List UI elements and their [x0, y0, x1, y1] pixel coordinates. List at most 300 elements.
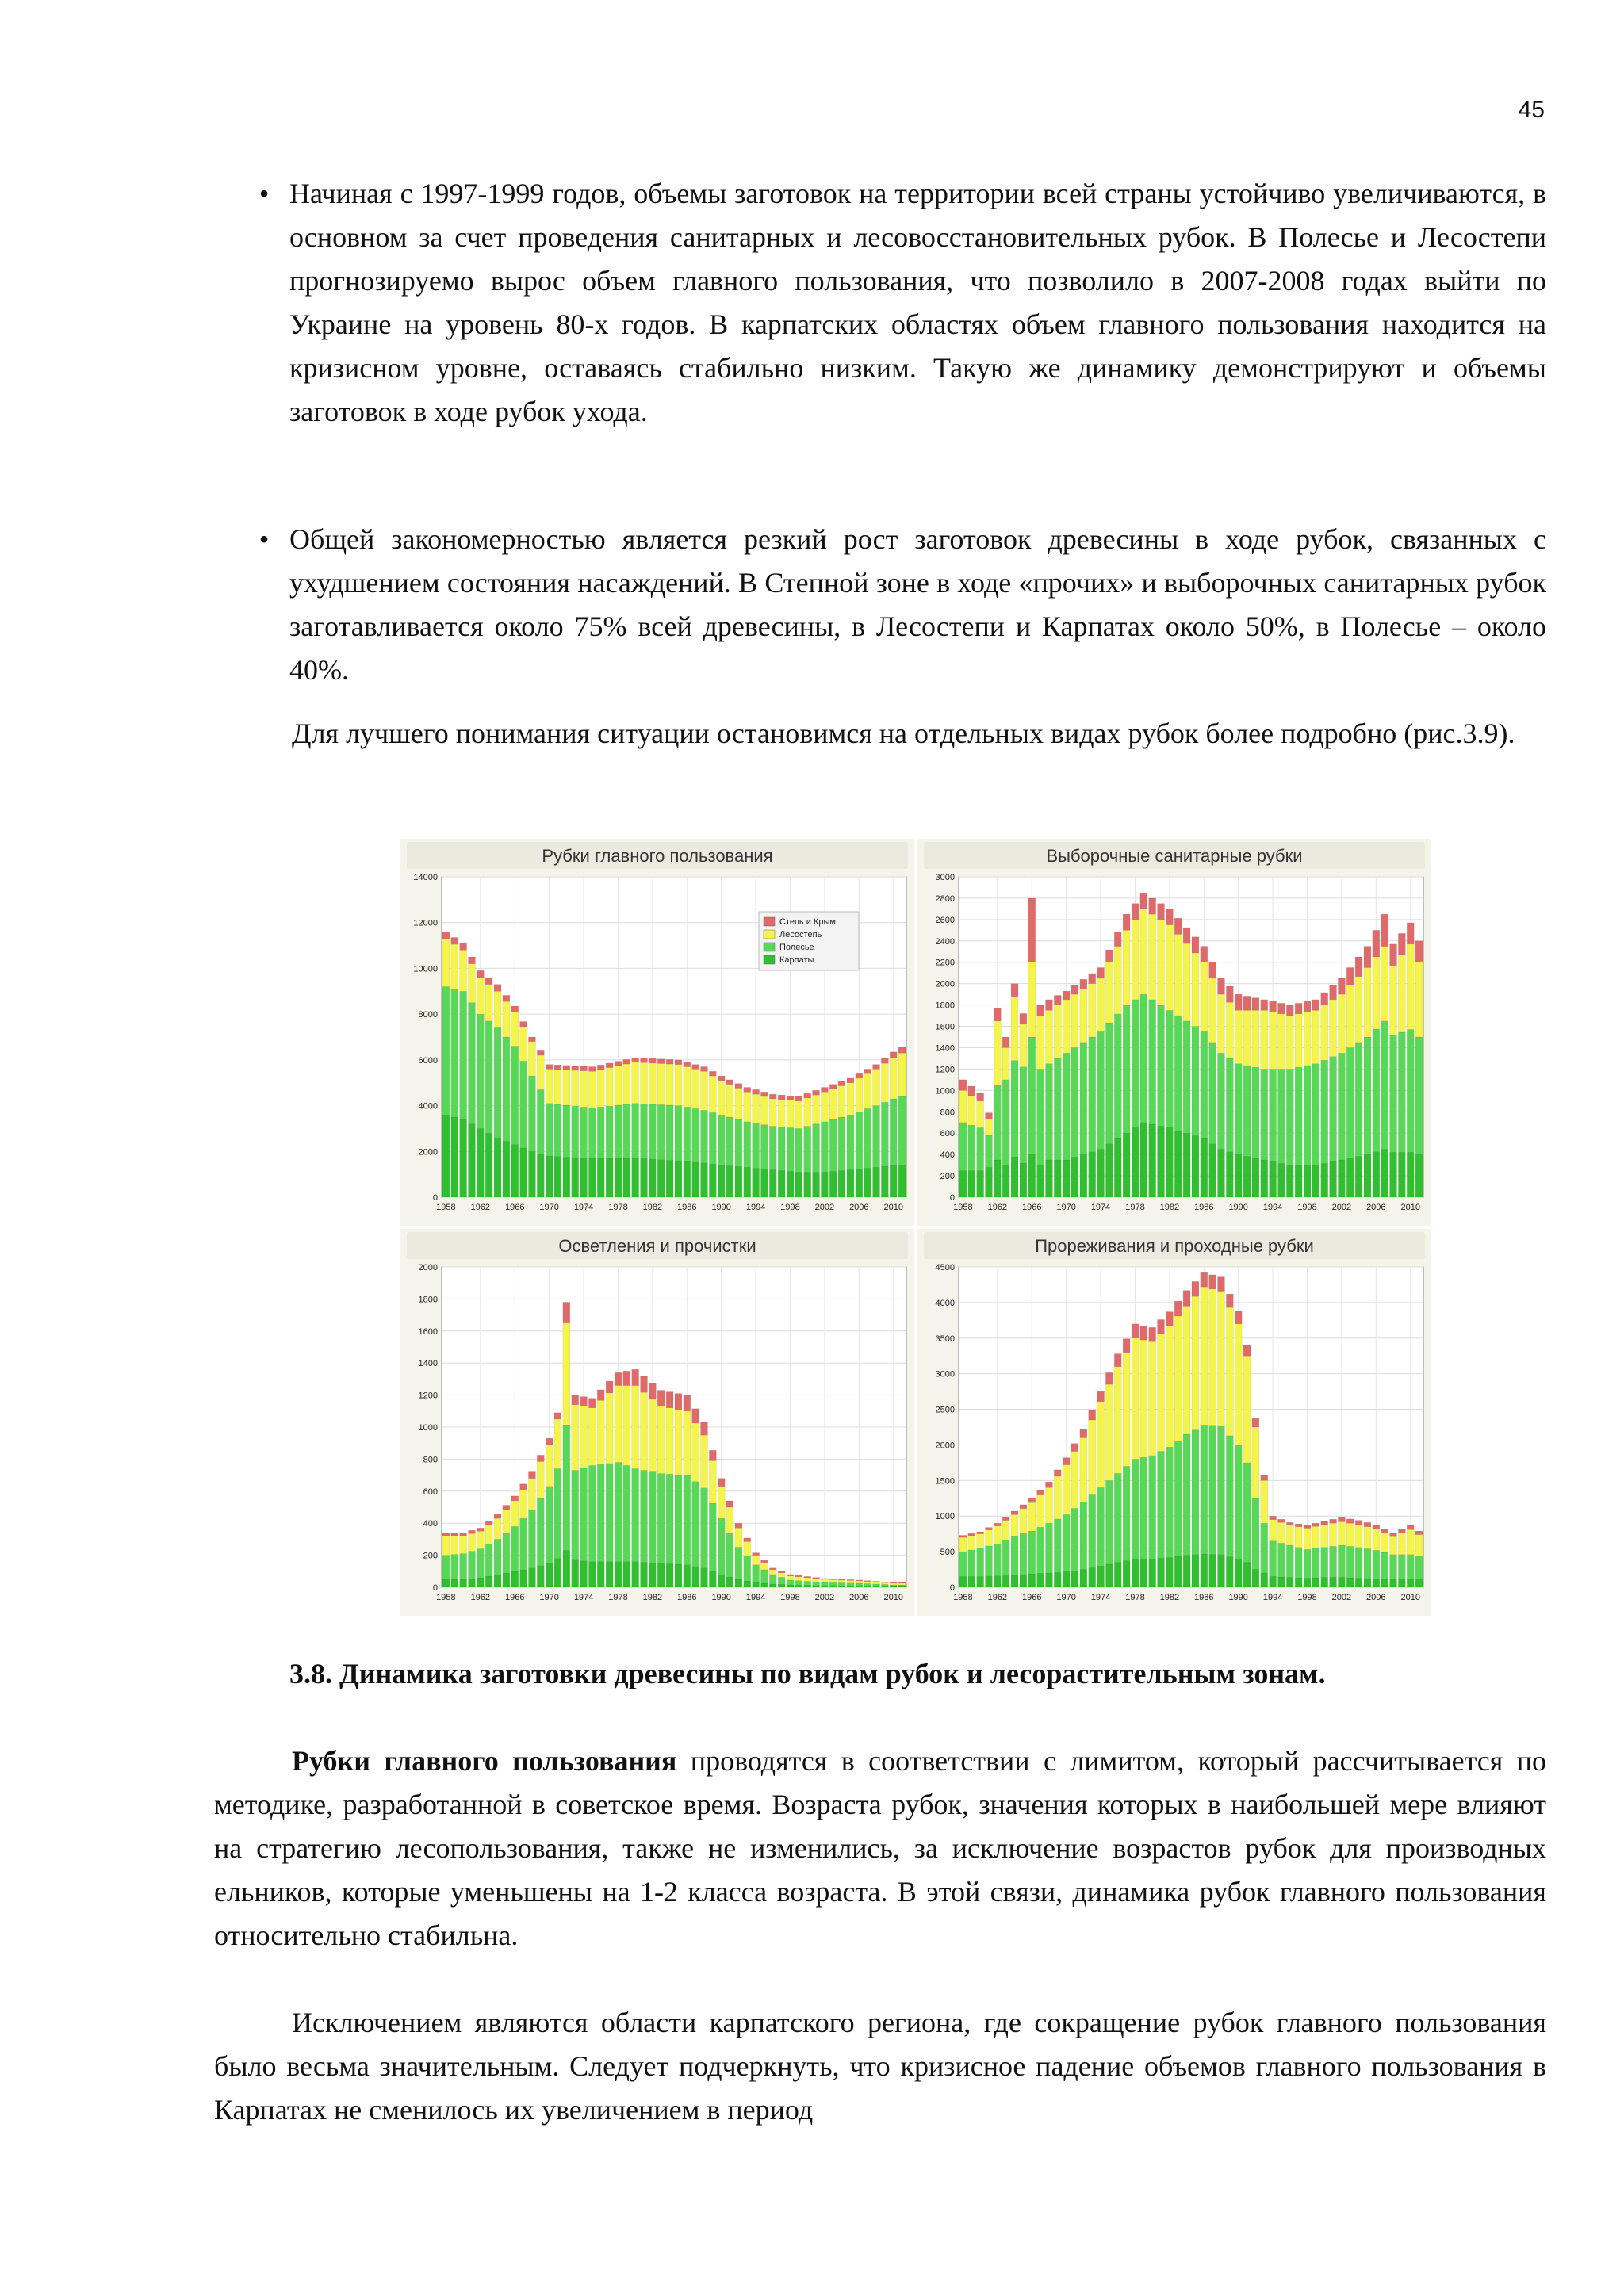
y-tick-label: 2800	[935, 894, 955, 904]
bar-karpaty	[726, 1577, 733, 1587]
bar-lesostep	[977, 1101, 984, 1128]
bar-step	[1321, 1521, 1328, 1525]
bar-polesie	[597, 1107, 604, 1158]
bar-karpaty	[1321, 1577, 1328, 1587]
bar-lesostep	[864, 1073, 871, 1108]
bar-lesostep	[1158, 1334, 1165, 1451]
bar-polesie	[1183, 1021, 1190, 1133]
bar-lesostep	[726, 1507, 733, 1533]
bar-karpaty	[1132, 1559, 1139, 1587]
bar-step	[1330, 1519, 1337, 1523]
y-tick-label: 1800	[418, 1295, 438, 1305]
bar-polesie	[1063, 1514, 1070, 1571]
bar-step	[986, 1113, 993, 1119]
bar-step	[994, 1008, 1001, 1021]
bar-polesie	[1415, 1037, 1423, 1154]
bar-lesostep	[968, 1096, 975, 1125]
bar-polesie	[959, 1552, 967, 1576]
bar-polesie	[1114, 1014, 1121, 1138]
bar-step	[1037, 1005, 1044, 1016]
bar-karpaty	[1020, 1163, 1027, 1197]
bar-step	[701, 1422, 708, 1435]
bar-karpaty	[641, 1159, 648, 1197]
bar-karpaty	[1304, 1165, 1311, 1197]
bar-step	[856, 1580, 863, 1581]
bar-karpaty	[709, 1164, 716, 1197]
bar-step	[890, 1582, 897, 1583]
bar-step	[701, 1067, 708, 1072]
bar-lesostep	[1261, 1480, 1268, 1523]
bar-karpaty	[718, 1165, 725, 1197]
bar-lesostep	[1286, 1525, 1293, 1545]
bar-step	[1045, 1000, 1052, 1010]
y-tick-label: 200	[423, 1551, 438, 1561]
bar-karpaty	[1209, 1144, 1216, 1197]
bar-karpaty	[890, 1165, 897, 1197]
bar-step	[1226, 1294, 1233, 1307]
bar-karpaty	[1398, 1579, 1405, 1587]
bar-lesostep	[1381, 1533, 1388, 1552]
bar-step	[572, 1395, 579, 1405]
bar-polesie	[1140, 994, 1147, 1123]
bar-karpaty	[1028, 1154, 1036, 1197]
bar-lesostep	[546, 1445, 553, 1487]
x-tick-label: 1958	[436, 1593, 456, 1602]
bar-step	[1226, 986, 1233, 1002]
bar-polesie	[511, 1526, 519, 1571]
bar-lesostep	[1252, 1010, 1259, 1067]
bar-step	[666, 1059, 673, 1064]
bar-lesostep	[787, 1100, 794, 1128]
bar-karpaty	[769, 1584, 776, 1587]
y-tick-label: 1400	[935, 1043, 955, 1054]
bar-polesie	[1054, 1519, 1061, 1572]
bar-lesostep	[847, 1083, 854, 1115]
bar-lesostep	[1089, 1420, 1096, 1494]
bar-karpaty	[1183, 1133, 1190, 1197]
bar-step	[1105, 950, 1113, 962]
bar-step	[528, 1037, 535, 1042]
bar-polesie	[623, 1104, 630, 1158]
x-tick-label: 2010	[883, 1593, 903, 1602]
bar-step	[898, 1047, 906, 1053]
bar-karpaty	[1045, 1160, 1052, 1197]
bar-lesostep	[856, 1078, 863, 1112]
bar-lesostep	[588, 1408, 596, 1466]
bar-step	[994, 1523, 1001, 1526]
bar-lesostep	[709, 1076, 716, 1112]
bar-step	[1355, 957, 1362, 977]
bar-lesostep	[1390, 966, 1397, 1035]
bar-lesostep	[1330, 1523, 1337, 1546]
bar-polesie	[1218, 1426, 1225, 1555]
bar-step	[1192, 937, 1199, 953]
bar-polesie	[1089, 1037, 1096, 1152]
bar-karpaty	[503, 1573, 510, 1587]
bar-polesie	[744, 1556, 751, 1581]
bar-polesie	[1045, 1523, 1052, 1573]
bar-lesostep	[1011, 997, 1018, 1061]
bar-step	[1140, 893, 1147, 909]
bar-polesie	[528, 1510, 535, 1568]
bar-polesie	[1338, 1053, 1345, 1160]
bar-karpaty	[1330, 1577, 1337, 1587]
bar-step	[787, 1096, 794, 1100]
bar-polesie	[1364, 1549, 1371, 1578]
bar-lesostep	[1243, 1356, 1251, 1463]
bar-karpaty	[1338, 1160, 1345, 1197]
bar-lesostep	[649, 1399, 656, 1472]
bar-karpaty	[684, 1565, 691, 1587]
bar-lesostep	[1355, 1525, 1362, 1548]
bar-polesie	[1390, 1555, 1397, 1579]
bar-karpaty	[1105, 1144, 1113, 1197]
bar-polesie	[469, 1003, 476, 1124]
bar-lesostep	[1226, 1307, 1233, 1436]
bar-karpaty	[1020, 1575, 1027, 1587]
bar-polesie	[563, 1425, 570, 1551]
bar-lesostep	[615, 1385, 622, 1462]
bar-step	[1381, 1529, 1388, 1533]
bar-karpaty	[494, 1575, 501, 1587]
x-tick-label: 2010	[883, 1203, 903, 1212]
bar-karpaty	[494, 1138, 501, 1197]
bar-lesostep	[1270, 1012, 1277, 1070]
bar-polesie	[1183, 1434, 1190, 1556]
bar-lesostep	[469, 964, 476, 1003]
bar-step	[986, 1528, 993, 1530]
legend-label: Лесостепь	[779, 930, 822, 939]
bar-polesie	[580, 1468, 588, 1561]
x-tick-label: 1978	[608, 1593, 628, 1602]
bar-karpaty	[469, 1578, 476, 1587]
bar-karpaty	[1235, 1154, 1242, 1197]
bar-lesostep	[760, 1563, 768, 1570]
bar-step	[572, 1066, 579, 1070]
bar-step	[760, 1560, 768, 1563]
bar-lesostep	[692, 1423, 699, 1482]
bar-polesie	[787, 1127, 794, 1171]
y-tick-label: 4000	[418, 1101, 438, 1112]
bar-lesostep	[632, 1385, 639, 1468]
bar-lesostep	[1045, 1487, 1052, 1523]
y-tick-label: 1500	[935, 1476, 955, 1487]
bar-karpaty	[520, 1148, 527, 1197]
bar-lesostep	[1183, 1306, 1190, 1434]
bar-polesie	[554, 1469, 561, 1559]
bar-karpaty	[1355, 1156, 1362, 1197]
bar-polesie	[588, 1108, 596, 1158]
bar-karpaty	[986, 1576, 993, 1587]
bar-lesostep	[1071, 1452, 1078, 1509]
bar-step	[787, 1575, 794, 1576]
bar-step	[821, 1087, 828, 1092]
bar-karpaty	[657, 1563, 665, 1587]
bar-step	[1063, 1458, 1070, 1465]
bar-karpaty	[1243, 1156, 1251, 1197]
x-tick-label: 1998	[1297, 1593, 1317, 1602]
bar-karpaty	[829, 1586, 837, 1587]
chart-panel-thinning	[917, 1229, 1431, 1616]
bar-step	[873, 1065, 880, 1070]
bar-polesie	[881, 1584, 888, 1586]
bar-step	[804, 1576, 811, 1578]
bar-step	[666, 1392, 673, 1408]
bar-polesie	[641, 1104, 648, 1158]
bar-polesie	[1192, 1027, 1199, 1136]
bar-step	[968, 1086, 975, 1096]
bar-lesostep	[1097, 978, 1105, 1031]
bar-lesostep	[1123, 1353, 1130, 1467]
bar-polesie	[1364, 1037, 1371, 1154]
bar-lesostep	[477, 978, 484, 1014]
bar-lesostep	[881, 1582, 888, 1584]
bar-lesostep	[1304, 1528, 1311, 1549]
bar-step	[503, 1505, 510, 1510]
bar-polesie	[968, 1125, 975, 1170]
bar-lesostep	[813, 1578, 820, 1582]
bar-step	[1037, 1490, 1044, 1494]
bar-step	[1398, 1529, 1405, 1533]
bar-karpaty	[838, 1170, 845, 1197]
x-tick-label: 1974	[1090, 1593, 1111, 1602]
bar-karpaty	[554, 1157, 561, 1197]
bar-lesostep	[1338, 994, 1345, 1053]
chart-panel-main-felling	[400, 839, 914, 1226]
bar-polesie	[649, 1472, 656, 1563]
bar-lesostep	[580, 1071, 588, 1108]
bar-karpaty	[442, 1579, 450, 1587]
bar-lesostep	[1295, 1014, 1302, 1067]
bar-polesie	[769, 1575, 776, 1584]
bar-lesostep	[1407, 1529, 1414, 1554]
bar-polesie	[520, 1061, 527, 1148]
y-tick-label: 3500	[935, 1334, 955, 1344]
bar-lesostep	[1054, 1476, 1061, 1519]
bar-polesie	[675, 1475, 682, 1564]
x-tick-label: 1998	[780, 1203, 800, 1212]
bar-step	[1123, 1339, 1130, 1353]
x-tick-label: 1958	[953, 1203, 973, 1212]
legend-label: Степь и Крым	[779, 917, 836, 927]
bar-lesostep	[1226, 1002, 1233, 1058]
bar-karpaty	[968, 1170, 975, 1197]
x-tick-label: 1978	[1125, 1203, 1145, 1212]
bar-karpaty	[528, 1568, 535, 1587]
bar-karpaty	[537, 1154, 544, 1197]
bar-step	[632, 1058, 639, 1062]
bar-step	[778, 1095, 785, 1100]
bar-lesostep	[1166, 925, 1173, 1011]
bar-step	[959, 1535, 967, 1537]
bar-step	[1295, 1003, 1302, 1013]
bar-lesostep	[1277, 1014, 1285, 1070]
bar-step	[537, 1455, 544, 1461]
y-tick-label: 1600	[418, 1326, 438, 1337]
bar-karpaty	[1218, 1149, 1225, 1197]
bar-polesie	[718, 1518, 725, 1575]
bar-step	[709, 1450, 716, 1460]
bar-step	[1373, 1525, 1380, 1529]
bar-polesie	[1338, 1545, 1345, 1577]
bar-karpaty	[572, 1560, 579, 1587]
bar-lesostep	[597, 1400, 604, 1464]
bar-polesie	[709, 1503, 716, 1571]
y-tick-label: 400	[940, 1150, 955, 1161]
bar-step	[1304, 1001, 1311, 1012]
bar-lesostep	[1218, 1292, 1225, 1427]
bar-polesie	[1158, 1452, 1165, 1559]
bar-polesie	[546, 1487, 553, 1563]
bar-step	[1123, 914, 1130, 930]
bar-step	[1407, 923, 1414, 944]
bar-polesie	[580, 1107, 588, 1158]
bar-polesie	[994, 1085, 1001, 1160]
bar-lesostep	[701, 1071, 708, 1110]
bar-lesostep	[675, 1065, 682, 1106]
bar-karpaty	[726, 1166, 733, 1197]
bar-polesie	[623, 1465, 630, 1561]
bar-lesostep	[477, 1531, 484, 1548]
bar-lesostep	[1174, 1316, 1182, 1441]
bar-karpaty	[1312, 1578, 1320, 1587]
bar-karpaty	[864, 1168, 871, 1197]
legend-label: Карпаты	[779, 955, 814, 965]
bar-step	[726, 1501, 733, 1507]
bar-lesostep	[528, 1479, 535, 1510]
x-tick-label: 1986	[1194, 1203, 1214, 1212]
bar-polesie	[684, 1475, 691, 1565]
bar-karpaty	[1183, 1556, 1190, 1587]
bar-step	[494, 985, 501, 992]
bar-step	[1415, 1531, 1423, 1534]
bar-lesostep	[1174, 934, 1182, 1016]
bar-polesie	[1252, 1067, 1259, 1158]
x-tick-label: 1958	[953, 1593, 973, 1602]
bar-step	[1183, 1291, 1190, 1307]
bar-karpaty	[1114, 1563, 1121, 1587]
bar-polesie	[1020, 1067, 1027, 1163]
bar-karpaty	[1174, 1556, 1182, 1587]
bar-lesostep	[485, 985, 492, 1021]
chart-thinning	[917, 1229, 1431, 1616]
bar-polesie	[657, 1104, 665, 1159]
bar-lesostep	[1071, 994, 1078, 1047]
bar-lesostep	[675, 1410, 682, 1475]
bar-step	[1020, 1505, 1027, 1509]
bar-step	[1149, 1327, 1156, 1341]
bar-karpaty	[994, 1160, 1001, 1197]
bar-karpaty	[1277, 1163, 1285, 1197]
bar-karpaty	[1166, 1127, 1173, 1197]
bar-polesie	[1123, 1466, 1130, 1560]
bar-karpaty	[1390, 1579, 1397, 1587]
bar-polesie	[494, 1027, 501, 1138]
bar-step	[1261, 1475, 1268, 1480]
x-tick-label: 1994	[1262, 1593, 1283, 1602]
bar-karpaty	[1132, 1127, 1139, 1197]
bar-step	[890, 1052, 897, 1058]
bar-polesie	[641, 1471, 648, 1563]
y-tick-label: 2600	[935, 915, 955, 925]
bar-step	[641, 1376, 648, 1392]
bar-lesostep	[580, 1406, 588, 1468]
bar-step	[554, 1065, 561, 1070]
bar-polesie	[769, 1127, 776, 1170]
bar-step	[1286, 1005, 1293, 1016]
y-tick-label: 1000	[418, 1423, 438, 1433]
bar-polesie	[546, 1104, 553, 1156]
bar-lesostep	[1192, 953, 1199, 1027]
bar-karpaty	[546, 1563, 553, 1587]
bar-step	[649, 1058, 656, 1063]
bar-karpaty	[1123, 1560, 1130, 1587]
bar-step	[1097, 967, 1105, 978]
bar-karpaty	[753, 1168, 760, 1197]
bar-step	[1235, 994, 1242, 1010]
bar-polesie	[760, 1570, 768, 1583]
bar-karpaty	[778, 1170, 785, 1197]
bar-polesie	[1166, 1447, 1173, 1557]
bar-polesie	[1132, 1000, 1139, 1128]
bar-polesie	[606, 1106, 613, 1158]
bar-lesostep	[718, 1081, 725, 1115]
bar-polesie	[1071, 1508, 1078, 1571]
bar-lesostep	[1346, 985, 1354, 1048]
bar-lesostep	[1338, 1521, 1345, 1545]
bar-karpaty	[580, 1561, 588, 1587]
bar-step	[615, 1062, 622, 1066]
bar-polesie	[1346, 1546, 1354, 1578]
bar-step	[606, 1381, 613, 1393]
bar-polesie	[520, 1518, 527, 1570]
bar-karpaty	[1166, 1557, 1173, 1587]
y-tick-label: 12000	[413, 918, 438, 928]
bar-karpaty	[1080, 1154, 1087, 1197]
bar-karpaty	[829, 1171, 837, 1197]
bar-polesie	[1243, 1066, 1251, 1156]
bar-polesie	[890, 1099, 897, 1165]
bar-karpaty	[1002, 1165, 1009, 1197]
bar-lesostep	[778, 1100, 785, 1127]
x-tick-label: 1986	[677, 1593, 697, 1602]
x-tick-label: 2010	[1400, 1593, 1420, 1602]
x-tick-label: 1974	[1090, 1203, 1111, 1212]
x-tick-label: 1970	[539, 1203, 559, 1212]
bar-karpaty	[1089, 1152, 1096, 1197]
x-tick-label: 2010	[1400, 1203, 1420, 1212]
bar-lesostep	[1192, 1296, 1199, 1429]
bar-polesie	[1071, 1047, 1078, 1157]
x-tick-label: 2006	[849, 1203, 869, 1212]
bar-polesie	[554, 1104, 561, 1157]
bar-lesostep	[890, 1583, 897, 1585]
bar-polesie	[1045, 1064, 1052, 1160]
bar-karpaty	[692, 1162, 699, 1197]
bar-lesostep	[1286, 1016, 1293, 1069]
bar-step	[1243, 996, 1251, 1010]
x-tick-label: 1978	[1125, 1593, 1145, 1602]
bar-karpaty	[787, 1585, 794, 1587]
x-tick-label: 1994	[745, 1203, 766, 1212]
bar-karpaty	[856, 1586, 863, 1587]
bar-step	[1063, 991, 1070, 1000]
x-tick-label: 1974	[573, 1593, 594, 1602]
bar-karpaty	[804, 1585, 811, 1587]
bar-polesie	[572, 1106, 579, 1158]
bar-karpaty	[641, 1562, 648, 1587]
bar-lesostep	[1252, 1427, 1259, 1498]
